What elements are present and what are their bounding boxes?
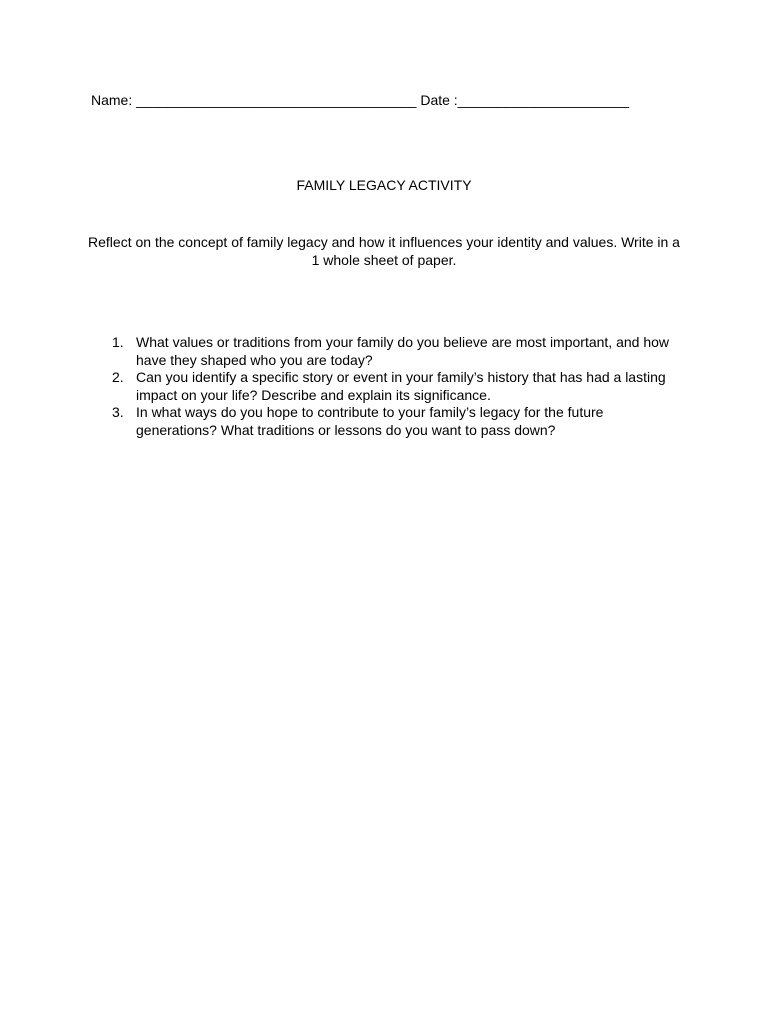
list-item <box>112 369 672 404</box>
name-field-label: Name: ____________________________________ <box>91 92 417 108</box>
document-title: FAMILY LEGACY ACTIVITY <box>296 177 472 193</box>
question-number: 2. <box>112 369 124 385</box>
name-date-line <box>91 92 629 109</box>
question-text: What values or traditions from your family do you believe are most important, and how have they shaped who you are today? <box>136 334 670 368</box>
questions-list <box>112 334 672 439</box>
date-field-label: Date :______________________ <box>420 92 629 108</box>
list-item <box>112 404 672 439</box>
list-item <box>112 334 672 369</box>
question-number: 3. <box>112 404 124 420</box>
instructions-paragraph: Reflect on the concept of family legacy and how it influences your identity and values. Write in a 1 whole sheet of paper. <box>88 234 680 268</box>
question-text: In what ways do you hope to contribute to your family’s legacy for the future generations? What traditions or lessons do you want to pass down? <box>136 404 604 438</box>
question-text: Can you identify a specific story or event in your family’s history that has had a lasting impact on your life? Describe and explain its significance. <box>136 369 666 403</box>
question-number: 1. <box>112 334 124 350</box>
